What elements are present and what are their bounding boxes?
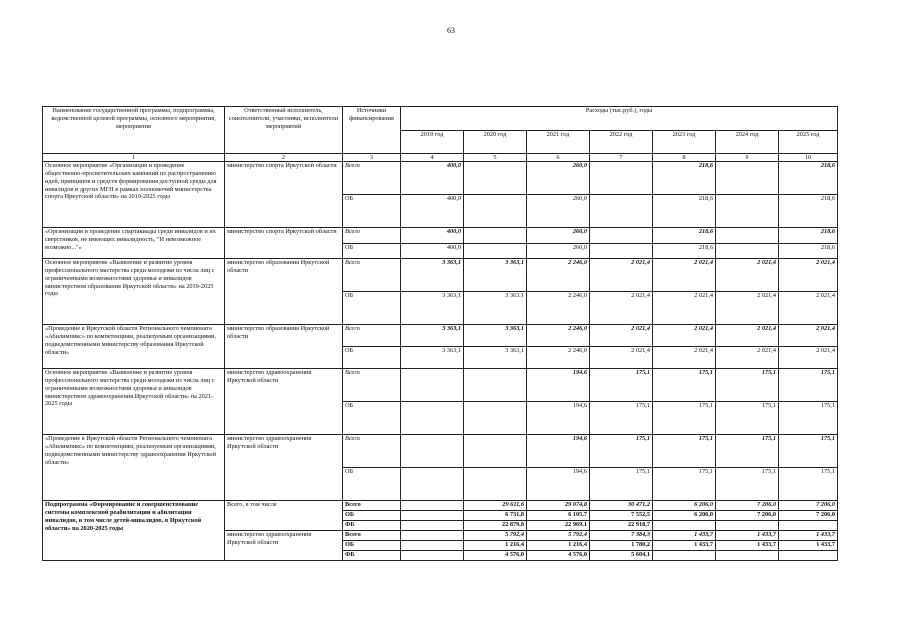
amount-cell: 194,6 [527, 468, 590, 501]
amount-cell: 260,0 [527, 195, 590, 228]
source-cell: Всего [343, 435, 401, 468]
amount-cell: 175,1 [779, 468, 838, 501]
amount-cell: 3 363,1 [401, 259, 464, 292]
amount-cell [653, 521, 716, 531]
amount-cell: 2 246,0 [527, 292, 590, 325]
amount-cell: 7 206,0 [779, 501, 838, 511]
amount-cell: 22 969,1 [527, 521, 590, 531]
amount-cell [716, 195, 779, 228]
amount-cell: 175,1 [716, 402, 779, 435]
amount-cell: 175,1 [779, 369, 838, 402]
amount-cell: 7 384,3 [590, 531, 653, 541]
year-header: 2025 год [779, 130, 838, 154]
amount-cell [590, 195, 653, 228]
year-header: 2019 год [401, 130, 464, 154]
amount-cell: 1 433,7 [653, 531, 716, 541]
amount-cell [464, 369, 527, 402]
executor-cell: министерство спорта Иркутской области [225, 162, 343, 228]
amount-cell: 2 021,4 [590, 292, 653, 325]
column-number: 5 [464, 154, 527, 162]
amount-cell: 1 433,7 [779, 531, 838, 541]
amount-cell: 5 792,4 [464, 531, 527, 541]
amount-cell: 260,0 [527, 228, 590, 244]
amount-cell [464, 162, 527, 195]
year-header: 2022 год [590, 130, 653, 154]
amount-cell: 218,6 [779, 195, 838, 228]
amount-cell [401, 531, 464, 541]
amount-cell: 4 576,0 [464, 551, 527, 561]
amount-cell: 6 206,0 [653, 511, 716, 521]
header-sources: Источники финансирования [343, 107, 401, 154]
activity-name: Основное мероприятие «Организация и проведение общественно-просветительских кампаний по распространению идей, принципов и средств формирования доступной среды для инвалидов и других МГН в рамках полномочий министерства спорта Иркутской области» на 2019-2025 годы [43, 162, 225, 228]
amount-cell: 2 021,4 [653, 325, 716, 347]
amount-cell: 2 021,4 [779, 259, 838, 292]
amount-cell: 2 246,0 [527, 347, 590, 369]
amount-cell: 194,6 [527, 369, 590, 402]
column-number: 4 [401, 154, 464, 162]
amount-cell: 175,1 [653, 369, 716, 402]
table-row [43, 501, 838, 511]
amount-cell [401, 501, 464, 511]
amount-cell: 218,6 [653, 244, 716, 259]
source-cell: ФБ [343, 521, 401, 531]
amount-cell: 3 363,1 [464, 292, 527, 325]
amount-cell: 2 021,4 [716, 325, 779, 347]
amount-cell: 1 780,2 [590, 541, 653, 551]
amount-cell: 194,6 [527, 435, 590, 468]
source-cell: Всего [343, 162, 401, 195]
amount-cell [401, 468, 464, 501]
source-cell: Всего [343, 259, 401, 292]
amount-cell: 6 731,8 [464, 511, 527, 521]
amount-cell: 3 363,1 [401, 292, 464, 325]
amount-cell [779, 521, 838, 531]
budget-table [42, 106, 838, 561]
amount-cell [716, 551, 779, 561]
amount-cell [401, 435, 464, 468]
source-cell: ОБ [343, 244, 401, 259]
amount-cell: 2 021,4 [716, 292, 779, 325]
source-cell: Всего [343, 531, 401, 541]
amount-cell: 175,1 [779, 435, 838, 468]
amount-cell: 2 021,4 [653, 292, 716, 325]
amount-cell [653, 551, 716, 561]
amount-cell [401, 369, 464, 402]
amount-cell: 4 576,0 [527, 551, 590, 561]
amount-cell: 175,1 [653, 402, 716, 435]
amount-cell: 3 363,1 [464, 325, 527, 347]
amount-cell: 1 433,7 [779, 541, 838, 551]
amount-cell: 7 206,0 [779, 511, 838, 521]
amount-cell: 175,1 [653, 435, 716, 468]
amount-cell: 2 246,0 [527, 325, 590, 347]
amount-cell: 3 363,1 [401, 347, 464, 369]
amount-cell: 1 433,7 [716, 541, 779, 551]
amount-cell [464, 402, 527, 435]
subprogram-name: Подпрограмма «Формирование и совершенствование системы комплексной реабилитации и абилитации инвалидов, в том числе детей-инвалидов, в Иркутской области» на 2020-2025 годы [43, 501, 225, 561]
amount-cell: 29 074,8 [527, 501, 590, 511]
amount-cell [401, 521, 464, 531]
amount-cell: 7 206,0 [716, 501, 779, 511]
amount-cell [464, 195, 527, 228]
amount-cell: 400,0 [401, 162, 464, 195]
amount-cell: 260,0 [527, 244, 590, 259]
amount-cell: 218,6 [653, 195, 716, 228]
amount-cell [590, 162, 653, 195]
column-number: 8 [653, 154, 716, 162]
amount-cell [464, 244, 527, 259]
amount-cell: 1 216,4 [464, 541, 527, 551]
year-header: 2021 год [527, 130, 590, 154]
amount-cell: 175,1 [590, 435, 653, 468]
table-row [43, 435, 838, 468]
amount-cell: 175,1 [653, 468, 716, 501]
amount-cell [464, 228, 527, 244]
source-cell: Всего [343, 501, 401, 511]
source-cell: ОБ [343, 468, 401, 501]
amount-cell [464, 468, 527, 501]
column-number: 2 [225, 154, 343, 162]
amount-cell: 7 552,5 [590, 511, 653, 521]
column-number: 7 [590, 154, 653, 162]
column-number: 6 [527, 154, 590, 162]
header-name: Наименование государственной программы, подпрограммы, ведомственной целевой программы, основного мероприятия, мероприятия [43, 107, 225, 154]
amount-cell: 2 021,4 [590, 325, 653, 347]
amount-cell [716, 521, 779, 531]
source-cell: Всего [343, 369, 401, 402]
amount-cell: 175,1 [779, 402, 838, 435]
table-row [43, 162, 838, 195]
amount-cell: 1 433,7 [716, 531, 779, 541]
amount-cell: 1 433,7 [653, 541, 716, 551]
amount-cell: 3 363,1 [464, 259, 527, 292]
amount-cell [401, 511, 464, 521]
table-row [43, 259, 838, 292]
amount-cell [716, 228, 779, 244]
amount-cell: 2 021,4 [779, 325, 838, 347]
amount-cell: 260,0 [527, 162, 590, 195]
table-row [43, 228, 838, 244]
amount-cell: 2 246,0 [527, 259, 590, 292]
amount-cell: 2 021,4 [590, 259, 653, 292]
amount-cell: 3 363,1 [401, 325, 464, 347]
amount-cell: 400,0 [401, 195, 464, 228]
amount-cell [590, 244, 653, 259]
amount-cell [464, 435, 527, 468]
amount-cell: 175,1 [716, 369, 779, 402]
amount-cell: 2 021,4 [779, 292, 838, 325]
amount-cell: 218,6 [779, 162, 838, 195]
amount-cell: 22 879,8 [464, 521, 527, 531]
activity-name: Основное мероприятие «Выявление и развитие уровня профессионального мастерства среди молодежи из числа лиц с ограниченными возможностями здоровья и инвалидов министерством образования Иркутской области» на 2019-2025 годы [43, 259, 225, 325]
amount-cell: 175,1 [590, 402, 653, 435]
amount-cell [716, 162, 779, 195]
header-executor: Ответственный исполнитель, соисполнители, участники, исполнители мероприятий [225, 107, 343, 154]
source-cell: Всего [343, 228, 401, 244]
executor-cell: министерство образования Иркутской области [225, 259, 343, 325]
amount-cell: 22 918,7 [590, 521, 653, 531]
executor-cell: министерство здравоохранения Иркутской области [225, 435, 343, 501]
amount-cell: 6 105,7 [527, 511, 590, 521]
header-expenses: Расходы (тыс.руб.), годы [401, 107, 838, 131]
source-cell: ОБ [343, 347, 401, 369]
executor-cell: Всего, в том числе [225, 501, 343, 531]
executor-cell: министерство здравоохранения Иркутской области [225, 369, 343, 435]
amount-cell: 2 021,4 [653, 347, 716, 369]
amount-cell: 175,1 [590, 468, 653, 501]
amount-cell: 218,6 [779, 228, 838, 244]
amount-cell [401, 541, 464, 551]
executor-cell: министерство здравоохранения Иркутской области [225, 531, 343, 561]
amount-cell: 218,6 [779, 244, 838, 259]
column-number: 3 [343, 154, 401, 162]
amount-cell: 2 021,4 [716, 259, 779, 292]
table-row [43, 325, 838, 347]
activity-name: Основное мероприятие «Выявление и развитие уровня профессионального мастерства среди молодежи из числа лиц с ограниченными возможностями здоровья и инвалидов министерством здравоохранения Иркутской области» на 2021-2025 годы [43, 369, 225, 435]
amount-cell: 218,6 [653, 162, 716, 195]
year-header: 2023 год [653, 130, 716, 154]
amount-cell: 2 021,4 [590, 347, 653, 369]
source-cell: ОБ [343, 292, 401, 325]
amount-cell: 2 021,4 [653, 259, 716, 292]
activity-name: «Проведение в Иркутской области Регионального чемпионата «Абилимпикс» по компетенциям, реализуемым организациями, подведомственными министерству образования Иркутской области» [43, 325, 225, 369]
amount-cell: 194,6 [527, 402, 590, 435]
source-cell: ФБ [343, 551, 401, 561]
amount-cell [401, 402, 464, 435]
column-number: 10 [779, 154, 838, 162]
amount-cell: 29 611,6 [464, 501, 527, 511]
amount-cell: 3 363,1 [464, 347, 527, 369]
amount-cell [401, 551, 464, 561]
amount-cell [716, 244, 779, 259]
table-row [43, 369, 838, 402]
amount-cell: 6 206,0 [653, 501, 716, 511]
amount-cell [779, 551, 838, 561]
amount-cell: 2 021,4 [716, 347, 779, 369]
amount-cell: 400,0 [401, 244, 464, 259]
amount-cell: 5 604,1 [590, 551, 653, 561]
activity-name: «Проведение в Иркутской области Регионального чемпионата «Абилимпикс» по компетенциям, реализуемым организациями, подведомственными министерству здравоохранения Иркутской области» [43, 435, 225, 501]
page-number: 63 [447, 26, 455, 35]
executor-cell: министерство образования Иркутской области [225, 325, 343, 369]
source-cell: ОБ [343, 402, 401, 435]
amount-cell: 1 216,4 [527, 541, 590, 551]
amount-cell: 218,6 [653, 228, 716, 244]
amount-cell: 175,1 [590, 369, 653, 402]
amount-cell: 30 471,2 [590, 501, 653, 511]
amount-cell [590, 228, 653, 244]
year-header: 2020 год [464, 130, 527, 154]
executor-cell: министерство спорта Иркутской области [225, 228, 343, 259]
year-header: 2024 год [716, 130, 779, 154]
source-cell: ОБ [343, 511, 401, 521]
amount-cell: 7 206,0 [716, 511, 779, 521]
source-cell: ОБ [343, 541, 401, 551]
amount-cell: 400,0 [401, 228, 464, 244]
column-number: 1 [43, 154, 225, 162]
column-number: 9 [716, 154, 779, 162]
source-cell: ОБ [343, 195, 401, 228]
amount-cell: 5 792,4 [527, 531, 590, 541]
amount-cell: 175,1 [716, 435, 779, 468]
amount-cell: 2 021,4 [779, 347, 838, 369]
source-cell: Всего [343, 325, 401, 347]
amount-cell: 175,1 [716, 468, 779, 501]
activity-name: «Организация и проведение спартакиады среди инвалидов и их сверстников, не имеющих инвалидность, "И невозможное возможно..."» [43, 228, 225, 259]
